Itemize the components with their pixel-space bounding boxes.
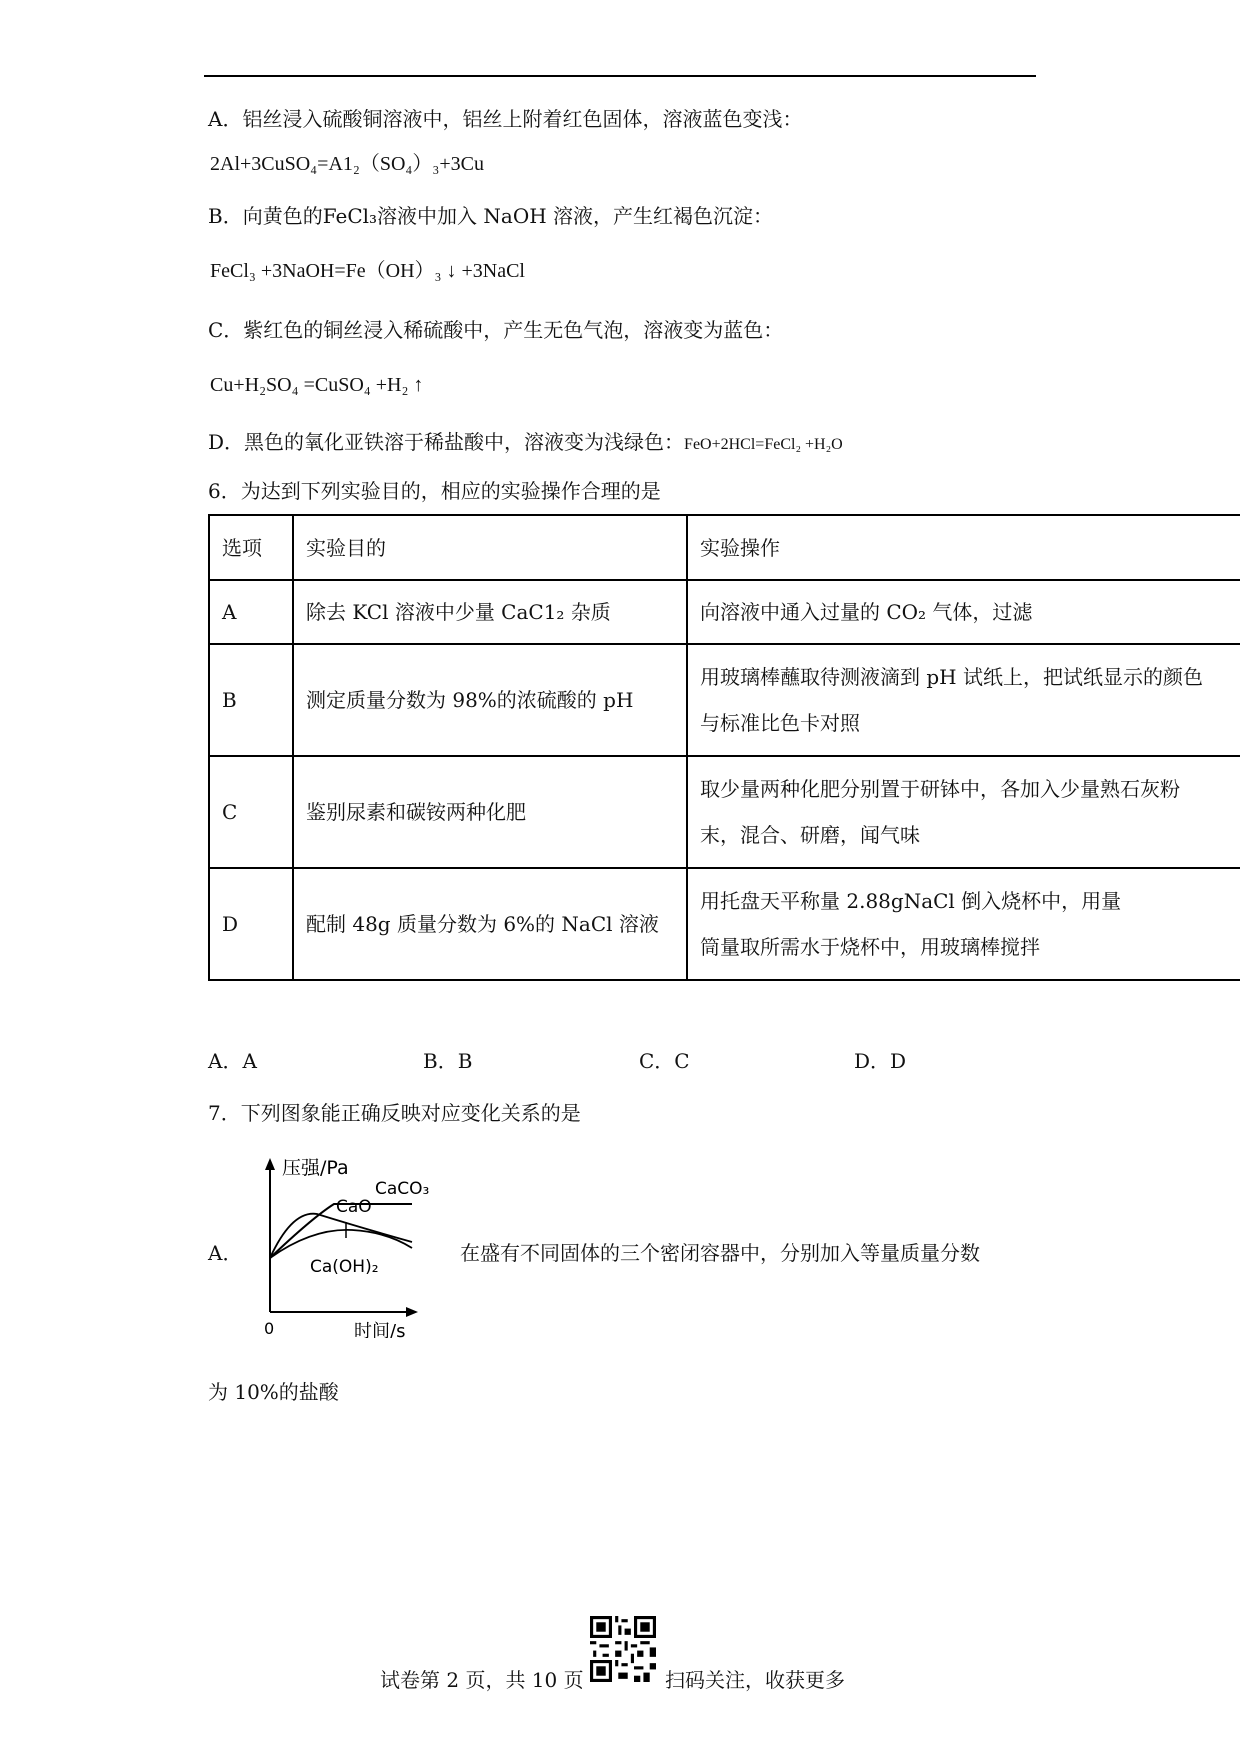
option-c-text: C．紫红色的铜丝浸入稀硫酸中，产生无色气泡，溶液变为蓝色： (208, 318, 784, 342)
header-purpose: 实验目的 (293, 515, 687, 580)
table-row (209, 756, 1240, 868)
row-purpose: 测定质量分数为 98%的浓硫酸的 pH (293, 644, 687, 756)
experiment-table (208, 514, 1240, 981)
operation-line: 向溶液中通入过量的 CO₂ 气体，过滤 (700, 600, 1033, 624)
table-row (209, 580, 1240, 644)
qr-code-icon (590, 1616, 656, 1682)
top-rule (204, 75, 1036, 77)
curve-cao (270, 1214, 412, 1258)
operation-line: 用玻璃棒蘸取待测液滴到 pH 试纸上，把试纸显示的颜色 (700, 665, 1203, 689)
option-d-line (208, 428, 843, 459)
header-operation: 实验操作 (687, 515, 1240, 580)
question-7: 7．下列图象能正确反映对应变化关系的是 (208, 1101, 581, 1125)
option-d-equation: FeO+2HCl=FeCl₂ +H₂O (684, 436, 843, 453)
table-header-row (209, 515, 1240, 580)
row-operation (687, 644, 1240, 756)
q7-option-a-text: 在盛有不同固体的三个密闭容器中，分别加入等量质量分数 (460, 1241, 980, 1265)
row-option: A (209, 580, 293, 644)
header-option: 选项 (209, 515, 293, 580)
operation-line: 筒量取所需水于烧杯中，用玻璃棒搅拌 (700, 935, 1040, 959)
label-caoh2: Ca(OH)₂ (310, 1257, 379, 1277)
operation-line: 与标准比色卡对照 (700, 711, 860, 735)
chart-xlabel: 时间/s (354, 1321, 406, 1338)
question-6: 6．为达到下列实验目的，相应的实验操作合理的是 (208, 479, 661, 503)
operation-line: 用托盘天平称量 2.88gNaCl 倒入烧杯中，用量 (700, 889, 1122, 913)
row-option: B (209, 644, 293, 756)
option-d-text: D．黑色的氧化亚铁溶于稀盐酸中，溶液变为浅绿色： (208, 430, 685, 454)
row-option: C (209, 756, 293, 868)
choice-b: B．B (423, 1049, 473, 1073)
operation-line: 取少量两种化肥分别置于研钵中，各加入少量熟石灰粉 (700, 777, 1180, 801)
chart-ylabel: 压强/Pa (282, 1157, 349, 1179)
row-operation (687, 868, 1240, 980)
row-option: D (209, 868, 293, 980)
y-axis-arrow (265, 1158, 275, 1170)
q7-option-a-label: A． (208, 1241, 243, 1265)
label-cao: CaO (336, 1197, 372, 1217)
row-operation (687, 756, 1240, 868)
option-b-text: B．向黄色的FeCl₃溶液中加入 NaOH 溶液，产生红褐色沉淀： (208, 204, 774, 228)
option-a-text: A．铝丝浸入硫酸铜溶液中，铝丝上附着红色固体，溶液蓝色变浅： (208, 107, 803, 131)
x-axis-arrow (406, 1307, 418, 1317)
choice-d: D．D (854, 1049, 907, 1073)
option-b-equation: FeCl₃ +3NaOH=Fe（OH）₃ ↓ +3NaCl (210, 260, 525, 282)
choice-a: A．A (208, 1049, 257, 1073)
option-c-equation: Cu+H₂SO₄ =CuSO₄ +H₂ ↑ (210, 374, 424, 396)
label-caco3: CaCO₃ (375, 1179, 430, 1199)
operation-line: 末，混合、研磨，闻气味 (700, 823, 920, 847)
row-purpose: 鉴别尿素和碳铵两种化肥 (293, 756, 687, 868)
choice-c: C．C (639, 1049, 690, 1073)
table-row (209, 868, 1240, 980)
row-operation (687, 580, 1240, 644)
pressure-time-chart (262, 1148, 442, 1338)
row-purpose: 除去 KCl 溶液中少量 CaC1₂ 杂质 (293, 580, 687, 644)
q7-option-a-continued: 为 10%的盐酸 (208, 1380, 339, 1404)
option-a-equation: 2Al+3CuSO₄=A1₂（SO₄）₃+3Cu (210, 153, 484, 175)
row-purpose: 配制 48g 质量分数为 6%的 NaCl 溶液 (293, 868, 687, 980)
chart-origin: 0 (264, 1319, 275, 1338)
footer-scan-prompt: 扫码关注，收获更多 (665, 1668, 845, 1692)
footer-page-info: 试卷第 2 页，共 10 页 (380, 1668, 584, 1692)
curve-caoh2 (270, 1230, 412, 1258)
table-row (209, 644, 1240, 756)
